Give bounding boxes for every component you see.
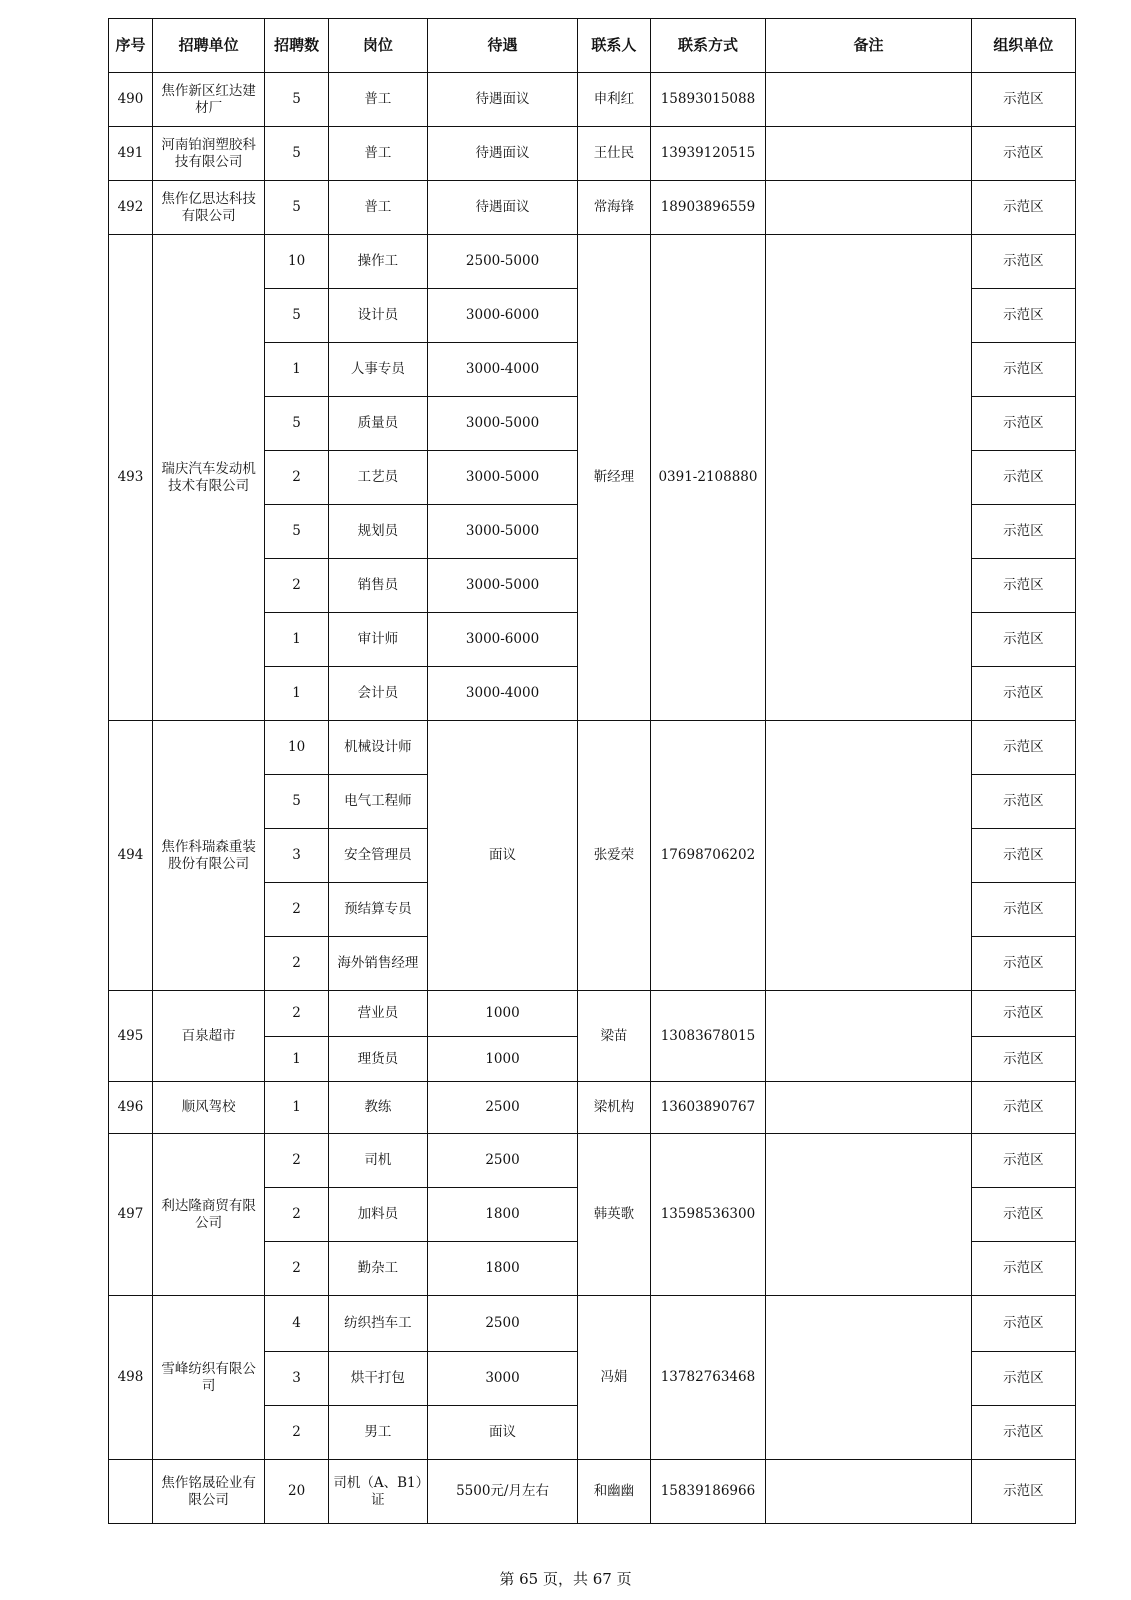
job-position: 司机 [328, 1134, 427, 1188]
hire-count: 1 [265, 1037, 328, 1082]
contact-person: 王仕民 [578, 127, 651, 181]
organizer: 示范区 [971, 559, 1075, 613]
organizer: 示范区 [971, 397, 1075, 451]
organizer: 示范区 [971, 181, 1075, 235]
hire-count: 10 [265, 235, 328, 289]
job-position: 质量员 [328, 397, 427, 451]
salary: 面议 [427, 721, 577, 991]
organizer: 示范区 [971, 1352, 1075, 1406]
job-position: 教练 [328, 1082, 427, 1134]
contact-person: 冯娟 [578, 1296, 651, 1460]
job-position: 审计师 [328, 613, 427, 667]
organizer: 示范区 [971, 613, 1075, 667]
row-number: 491 [109, 127, 153, 181]
header-cell: 招聘单位 [152, 19, 264, 73]
job-position: 男工 [328, 1406, 427, 1460]
organizer: 示范区 [971, 1406, 1075, 1460]
job-position: 销售员 [328, 559, 427, 613]
remarks [766, 1296, 971, 1460]
contact-phone: 13598536300 [650, 1134, 766, 1296]
header-cell: 联系人 [578, 19, 651, 73]
salary: 1000 [427, 991, 577, 1037]
contact-phone: 15839186966 [650, 1460, 766, 1524]
contact-phone: 17698706202 [650, 721, 766, 991]
organizer: 示范区 [971, 1296, 1075, 1352]
hire-count: 2 [265, 991, 328, 1037]
organizer: 示范区 [971, 667, 1075, 721]
contact-person: 常海锋 [578, 181, 651, 235]
organizer: 示范区 [971, 1188, 1075, 1242]
job-position: 营业员 [328, 991, 427, 1037]
contact-phone: 13782763468 [650, 1296, 766, 1460]
header-cell: 岗位 [328, 19, 427, 73]
organizer: 示范区 [971, 1082, 1075, 1134]
company-name: 利达隆商贸有限公司 [152, 1134, 264, 1296]
job-position: 普工 [328, 73, 427, 127]
company-name: 顺风驾校 [152, 1082, 264, 1134]
organizer: 示范区 [971, 1460, 1075, 1524]
contact-phone: 13603890767 [650, 1082, 766, 1134]
table-row [109, 721, 1076, 775]
job-position: 勤杂工 [328, 1242, 427, 1296]
hire-count: 2 [265, 1406, 328, 1460]
row-number: 494 [109, 721, 153, 991]
salary: 2500 [427, 1134, 577, 1188]
job-position: 电气工程师 [328, 775, 427, 829]
salary: 待遇面议 [427, 73, 577, 127]
organizer: 示范区 [971, 343, 1075, 397]
salary: 3000-5000 [427, 559, 577, 613]
table-row [109, 235, 1076, 289]
row-number [109, 1460, 153, 1524]
remarks [766, 235, 971, 721]
hire-count: 5 [265, 397, 328, 451]
contact-person: 梁机构 [578, 1082, 651, 1134]
organizer: 示范区 [971, 991, 1075, 1037]
row-number: 495 [109, 991, 153, 1082]
organizer: 示范区 [971, 829, 1075, 883]
organizer: 示范区 [971, 883, 1075, 937]
table-row [109, 1460, 1076, 1524]
organizer: 示范区 [971, 721, 1075, 775]
salary: 3000-4000 [427, 667, 577, 721]
hire-count: 5 [265, 73, 328, 127]
table-row [109, 1134, 1076, 1188]
hire-count: 5 [265, 127, 328, 181]
header-cell: 备注 [766, 19, 971, 73]
hire-count: 2 [265, 1242, 328, 1296]
hire-count: 2 [265, 451, 328, 505]
organizer: 示范区 [971, 73, 1075, 127]
contact-person: 和幽幽 [578, 1460, 651, 1524]
organizer: 示范区 [971, 775, 1075, 829]
hire-count: 2 [265, 1134, 328, 1188]
organizer: 示范区 [971, 1242, 1075, 1296]
header-cell: 组织单位 [971, 19, 1075, 73]
contact-person: 靳经理 [578, 235, 651, 721]
salary: 2500-5000 [427, 235, 577, 289]
hire-count: 1 [265, 1082, 328, 1134]
organizer: 示范区 [971, 937, 1075, 991]
header-cell: 待遇 [427, 19, 577, 73]
job-position: 纺织挡车工 [328, 1296, 427, 1352]
job-position: 人事专员 [328, 343, 427, 397]
contact-phone: 13083678015 [650, 991, 766, 1082]
job-position: 理货员 [328, 1037, 427, 1082]
salary: 5500元/月左右 [427, 1460, 577, 1524]
salary: 2500 [427, 1082, 577, 1134]
row-number: 498 [109, 1296, 153, 1460]
salary: 待遇面议 [427, 181, 577, 235]
job-position: 操作工 [328, 235, 427, 289]
row-number: 492 [109, 181, 153, 235]
hire-count: 3 [265, 1352, 328, 1406]
company-name: 瑞庆汽车发动机技术有限公司 [152, 235, 264, 721]
contact-phone: 18903896559 [650, 181, 766, 235]
salary: 3000-5000 [427, 451, 577, 505]
hire-count: 20 [265, 1460, 328, 1524]
remarks [766, 1134, 971, 1296]
table-body [109, 73, 1076, 1524]
salary: 2500 [427, 1296, 577, 1352]
job-position: 司机（A、B1）证 [328, 1460, 427, 1524]
hire-count: 2 [265, 1188, 328, 1242]
organizer: 示范区 [971, 505, 1075, 559]
hire-count: 5 [265, 289, 328, 343]
organizer: 示范区 [971, 1037, 1075, 1082]
hire-count: 5 [265, 181, 328, 235]
job-position: 普工 [328, 181, 427, 235]
row-number: 497 [109, 1134, 153, 1296]
company-name: 焦作新区红达建材厂 [152, 73, 264, 127]
remarks [766, 73, 971, 127]
row-number: 493 [109, 235, 153, 721]
hire-count: 4 [265, 1296, 328, 1352]
table-row [109, 73, 1076, 127]
company-name: 百泉超市 [152, 991, 264, 1082]
hire-count: 10 [265, 721, 328, 775]
remarks [766, 1082, 971, 1134]
hire-count: 5 [265, 775, 328, 829]
salary: 待遇面议 [427, 127, 577, 181]
organizer: 示范区 [971, 289, 1075, 343]
salary: 3000-5000 [427, 505, 577, 559]
job-position: 机械设计师 [328, 721, 427, 775]
page-footer: 第 65 页，共 67 页 [499, 1570, 632, 1588]
salary: 1800 [427, 1188, 577, 1242]
hire-count: 1 [265, 613, 328, 667]
job-position: 加料员 [328, 1188, 427, 1242]
hire-count: 3 [265, 829, 328, 883]
organizer: 示范区 [971, 235, 1075, 289]
header-cell: 联系方式 [650, 19, 766, 73]
remarks [766, 991, 971, 1082]
organizer: 示范区 [971, 127, 1075, 181]
job-position: 烘干打包 [328, 1352, 427, 1406]
table-row [109, 991, 1076, 1037]
row-number: 490 [109, 73, 153, 127]
header-cell: 招聘数 [265, 19, 328, 73]
job-position: 规划员 [328, 505, 427, 559]
hire-count: 2 [265, 937, 328, 991]
salary: 3000 [427, 1352, 577, 1406]
hire-count: 2 [265, 883, 328, 937]
company-name: 焦作铭晟砼业有限公司 [152, 1460, 264, 1524]
row-number: 496 [109, 1082, 153, 1134]
contact-person: 梁苗 [578, 991, 651, 1082]
table-row [109, 181, 1076, 235]
salary: 1000 [427, 1037, 577, 1082]
job-position: 会计员 [328, 667, 427, 721]
salary: 3000-6000 [427, 613, 577, 667]
recruitment-table [108, 18, 1076, 1524]
salary: 3000-5000 [427, 397, 577, 451]
table-row [109, 1082, 1076, 1134]
job-position: 普工 [328, 127, 427, 181]
remarks [766, 721, 971, 991]
table-header-row [109, 19, 1076, 73]
table-row [109, 1296, 1076, 1352]
company-name: 河南铂润塑胶科技有限公司 [152, 127, 264, 181]
company-name: 焦作亿思达科技有限公司 [152, 181, 264, 235]
organizer: 示范区 [971, 451, 1075, 505]
contact-person: 申利红 [578, 73, 651, 127]
contact-phone: 15893015088 [650, 73, 766, 127]
remarks [766, 1460, 971, 1524]
contact-phone: 13939120515 [650, 127, 766, 181]
hire-count: 2 [265, 559, 328, 613]
contact-person: 张爱荣 [578, 721, 651, 991]
job-position: 预结算专员 [328, 883, 427, 937]
remarks [766, 127, 971, 181]
job-position: 设计员 [328, 289, 427, 343]
hire-count: 1 [265, 343, 328, 397]
company-name: 雪峰纺织有限公司 [152, 1296, 264, 1460]
contact-person: 韩英歌 [578, 1134, 651, 1296]
job-position: 海外销售经理 [328, 937, 427, 991]
table-row [109, 127, 1076, 181]
salary: 1800 [427, 1242, 577, 1296]
remarks [766, 181, 971, 235]
header-cell: 序号 [109, 19, 153, 73]
hire-count: 1 [265, 667, 328, 721]
contact-phone: 0391-2108880 [650, 235, 766, 721]
salary: 3000-4000 [427, 343, 577, 397]
hire-count: 5 [265, 505, 328, 559]
company-name: 焦作科瑞森重装股份有限公司 [152, 721, 264, 991]
job-position: 安全管理员 [328, 829, 427, 883]
salary: 面议 [427, 1406, 577, 1460]
salary: 3000-6000 [427, 289, 577, 343]
job-position: 工艺员 [328, 451, 427, 505]
organizer: 示范区 [971, 1134, 1075, 1188]
